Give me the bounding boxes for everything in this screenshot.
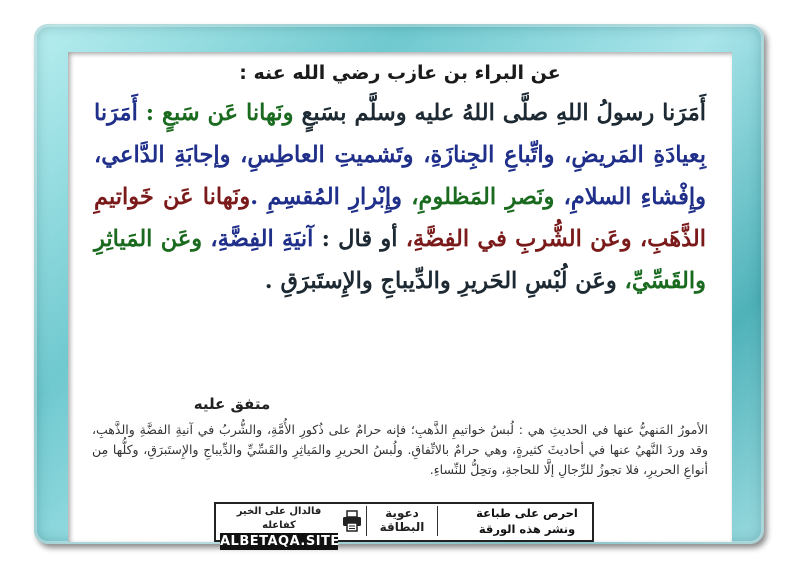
hadith-segment: أَمَرَنا رسولُ اللهِ صلَّى اللهُ عليه وسلَّم بسَبعٍ (293, 100, 706, 126)
print-reminder-line1: احرص على طباعة (476, 506, 578, 520)
footer-bar (214, 502, 594, 549)
hadith-source: متفق عليه (193, 395, 271, 413)
hadith-segment: أَمَرَنا بِعيادَةِ المَريضِ، واتِّباعِ الجِنازَةِ، وتَشميتِ العاطِسِ، وإجابَةِ الدَّاعي، وإِفْشاءِ السلامِ، (94, 100, 706, 210)
logo (366, 506, 438, 536)
site-tagline: فالدال على الخير كفاعله (236, 506, 322, 531)
printer-icon (342, 510, 362, 532)
site-block (220, 505, 338, 550)
hadith-segment: ونَهانا عَن سَبعٍ : (137, 100, 294, 126)
hadith-segment: وعَن المَياثِرِ والقَسِّيِّ، (94, 226, 706, 294)
hadith-segment: وإِبْرارِ المُقسِمِ . (250, 184, 403, 210)
hadith-text (94, 92, 706, 302)
hadith-segment: آنيَةِ الفِضَّةِ، (202, 226, 314, 252)
explanation-note: الأمورُ المَنهيُّ عنها في الحديثِ هي : لُبسُ خواتيمِ الذَّهبِ؛ فإنه حرامٌ على ذُكورِ الأُمَّةِ، والشُّربُ في آنيةِ الفضَّةِ والذَّهبِ، وقد وردَ النَّهيُ عنها في أحاديثَ كثيرةٍ، وهي حرامٌ بالاتِّفاقِ. ولُبسُ الحريرِ والمَياثِرِ والقَسِّيِّ والدِّيباجِ والإِستَبرَقِ، وكلُّها مِن أنواعِ الحريرِ، فلا تجوزُ للرِّجالِ إلَّا للحاجةِ، وتحِلُّ للنِّساءِ. (92, 422, 708, 477)
logo-line2: البطاقة (379, 520, 425, 534)
site-url[interactable]: ALBETAQA.SITE (220, 534, 340, 549)
print-reminder (468, 505, 586, 537)
print-reminder-line2: ونشر هذه الورقة (478, 522, 576, 536)
logo-line1: دعوية (385, 506, 419, 520)
hadith-segment: ونَصرِ المَظلومِ، (402, 184, 555, 210)
hadith-segment: ونَهانا عَن خَواتيمِ الذَّهَبِ، وعَن الشُّربِ في الفِضَّةِ، (94, 184, 706, 252)
narrator-heading: عن البراء بن عازب رضي الله عنه : (239, 62, 561, 84)
hadith-segment: أو قال : (313, 226, 398, 252)
hadith-segment: وعَن لُبْسِ الحَريرِ والدِّيباجِ والإِستَبرَقِ . (264, 268, 617, 294)
